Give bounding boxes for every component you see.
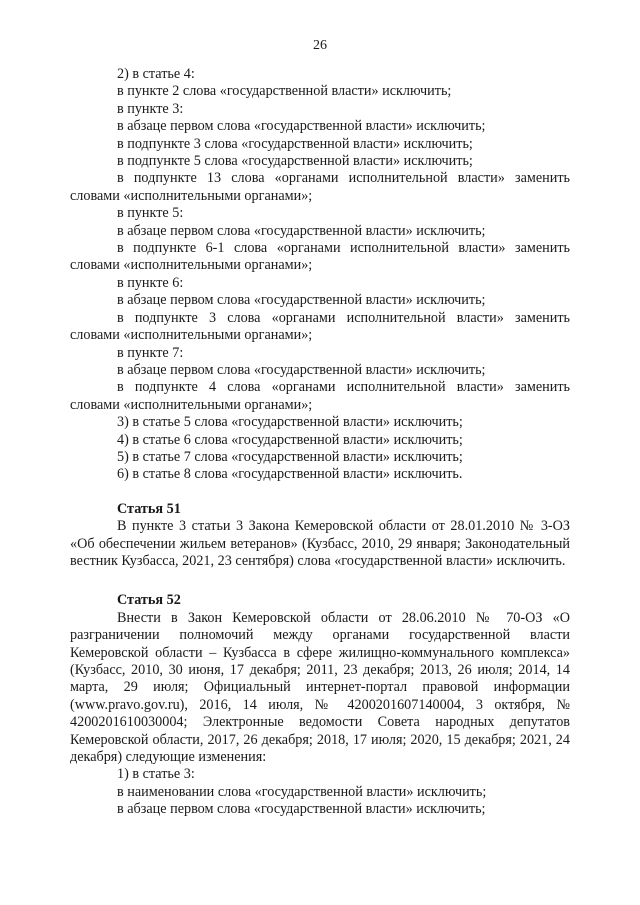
list-item: в подпункте 3 слова «органами исполнительной власти» заменить словами «исполнительными органами»; (70, 309, 570, 344)
document-body (70, 66, 570, 819)
article-text: Внести в Закон Кемеровской области от 28.06.2010 № 70-ОЗ «О разграничении полномочий между органами государственной власти Кемеровской области – Кузбасса в сфере жилищно-коммунального комплекса» (Кузбасс, 2010, 30 июня, 17 декабря; 2011, 23 декабря; 2013, 26 июля; 2014, 14 марта, 29 июля; Официальный интернет-портал правовой информации (www.pravo.gov.ru), 2016, 14 июля, № 4200201607140004, 3 октября, № 4200201610030004; Электронные ведомости Совета народных депутатов Кемеровской области, 2017, 26 декабря; 2018, 17 июля; 2020, 15 декабря; 2021, 24 декабря) следующие изменения: (70, 609, 570, 766)
list-item: в абзаце первом слова «государственной власти» исключить; (117, 361, 486, 378)
list-item: 3) в статье 5 слова «государственной власти» исключить; (117, 414, 463, 431)
list-item: в наименовании слова «государственной власти» исключить; (117, 783, 487, 800)
list-item: в пункте 6: (117, 274, 184, 291)
amendments-list (70, 66, 570, 484)
list-item: в подпункте 4 слова «органами исполнительной власти» заменить словами «исполнительными органами»; (70, 379, 570, 413)
list-item: 1) в статье 3: (117, 766, 195, 783)
list-item: 5) в статье 7 слова «государственной власти» исключить; (117, 448, 463, 465)
list-item: в пункте 3: (117, 100, 184, 117)
list-item: в абзаце первом слова «государственной власти» исключить; (117, 292, 486, 309)
list-item: в абзаце первом слова «государственной власти» исключить; (117, 801, 486, 818)
list-item: в пункте 2 слова «государственной власти» исключить; (117, 83, 452, 100)
list-item: в абзаце первом слова «государственной власти» исключить; (117, 222, 486, 239)
list-item: 6) в статье 8 слова «государственной власти» исключить. (117, 466, 463, 483)
list-item: в подпункте 13 слова «органами исполнительной власти» заменить словами «исполнительными органами»; (70, 170, 570, 204)
list-item: 2) в статье 4: (117, 66, 195, 82)
list-item: в пункте 7: (117, 344, 184, 361)
page-number: 26 (313, 38, 327, 53)
article-52 (70, 592, 570, 818)
list-item: в подпункте 5 слова «государственной власти» исключить; (117, 153, 473, 170)
list-item: в подпункте 3 слова «государственной власти» исключить; (117, 135, 473, 152)
list-item: в подпункте 6-1 слова «органами исполнительной власти» заменить словами «исполнительными органами»; (70, 240, 570, 274)
list-item: 4) в статье 6 слова «государственной власти» исключить; (117, 431, 463, 448)
article-title: Статья 51 (117, 500, 181, 517)
list-item: в пункте 5: (117, 205, 184, 222)
article-text: В пункте 3 статьи 3 Закона Кемеровской области от 28.01.2010 № 3-ОЗ «Об обеспечении жильем ветеранов» (Кузбасс, 2010, 29 января; Законодательный вестник Кузбасса, 2021, 23 сентября) слова «государственной власти» исключить. (70, 518, 570, 569)
list-item: в абзаце первом слова «государственной власти» исключить; (117, 118, 486, 135)
article-51 (70, 501, 570, 571)
article-title: Статья 52 (117, 592, 181, 609)
